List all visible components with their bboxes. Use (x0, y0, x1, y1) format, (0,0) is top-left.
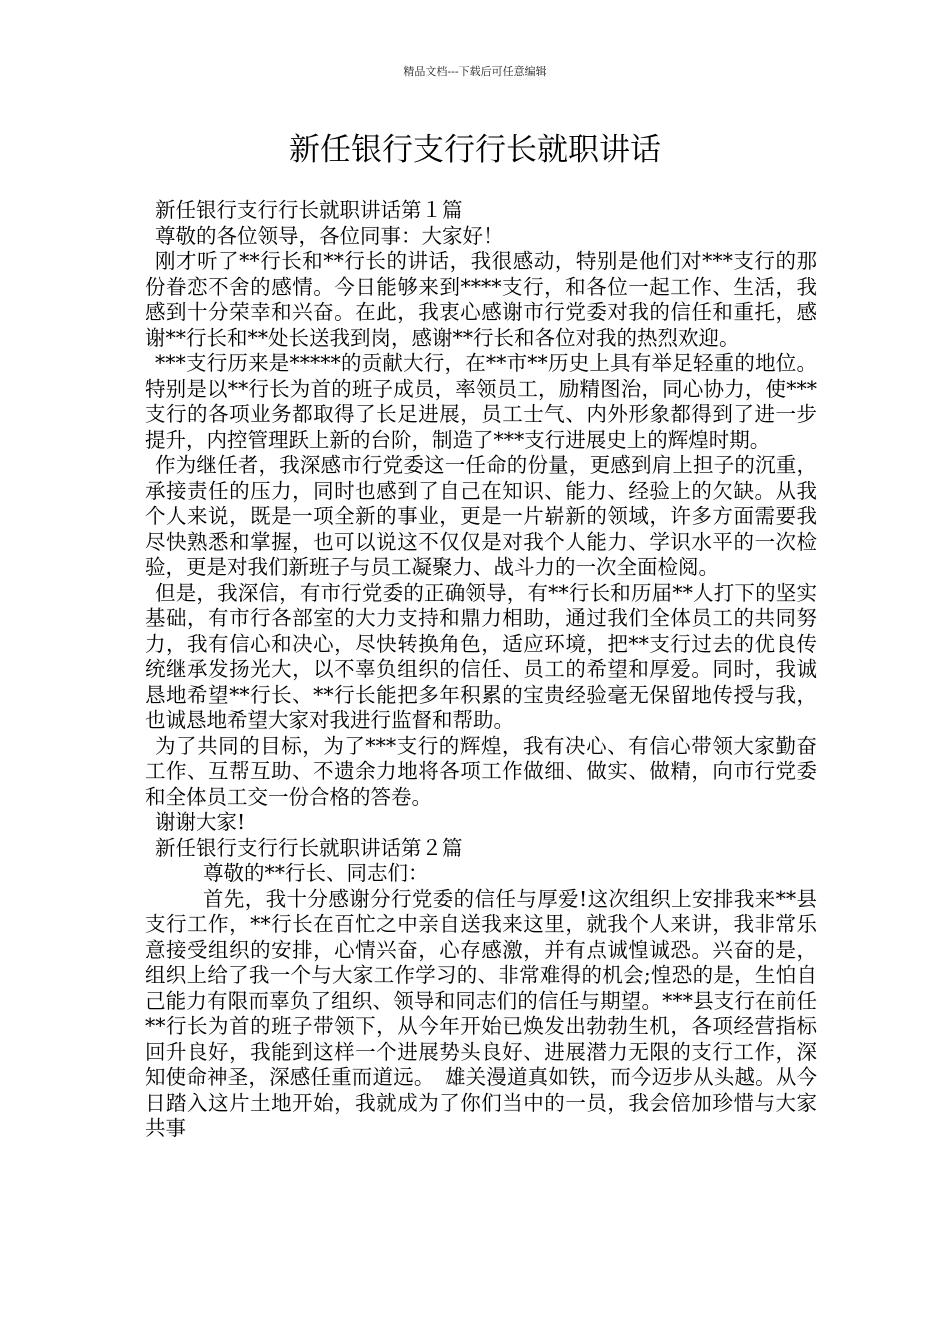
para-2: ***支行历来是*****的贡献大行，在**市**历史上具有举足轻重的地位。特别是以**行长为首的班子成员，率领员工，励精图治，同心协力，使***支行的各项业务都取得了长足进展，员工士气、内外形象都得到了进一步提升，内控管理跃上新的台阶，制造了***支行进展史上的辉煌时期。 (145, 351, 817, 452)
document-title: 新任银行支行行长就职讲话 (289, 132, 661, 168)
greeting-1: 尊敬的各位领导，各位同事：大家好！ (155, 223, 504, 248)
document-body (145, 198, 817, 1142)
para-1: 刚才听了**行长和**行长的讲话，我很感动，特别是他们对***支行的那份眷恋不舍的感情。今日能够来到****支行，和各位一起工作、生活，我感到十分荣幸和兴奋。在此，我衷心感谢市行党委对我的信任和重托，感谢**行长和**处长送我到岗，感谢**行长和各位对我的热烈欢迎。 (145, 249, 817, 350)
section-1-heading: 新任银行支行行长就职讲话第１篇 (155, 198, 463, 222)
section-2-heading: 新任银行支行行长就职讲话第２篇 (155, 835, 463, 860)
para-5: 为了共同的目标，为了***支行的辉煌，我有决心、有信心带领大家勤奋工作、互帮互助、不遗余力地将各项工作做细、做实、做精，向市行党委和全体员工交一份合格的答卷。 (145, 733, 817, 809)
greeting-2: 尊敬的**行长、同志们： (203, 861, 429, 885)
header-note: 精品文档---下载后可任意编辑 (403, 65, 547, 78)
para-6: 首先，我十分感谢分行党委的信任与厚爱!这次组织上安排我来**县支行工作，**行长在百忙之中亲自送我来这里，就我个人来讲，我非常乐意接受组织的安排，心情兴奋，心存感激，并有点诚惶诚恐。兴奋的是，组织上给了我一个与大家工作学习的、非常难得的机会;惶恐的是，生怕自己能力有限而辜负了组织、领导和同志们的信任与期望。***县支行在前任**行长为首的班子带领下，从今年开始已焕发出勃勃生机，各项经营指标回升良好，我能到这样一个进展势头良好、进展潜力无限的支行工作，深知使命神圣，深感任重而道远。 雄关漫道真如铁，而今迈步从头越。从今日踏入这片土地开始，我就成为了你们当中的一员，我会倍加珍惜与大家共事 (145, 886, 817, 1140)
para-4: 但是，我深信，有市行党委的正确领导，有**行长和历届**人打下的坚实基础，有市行各部室的大力支持和鼎力相助，通过我们全体员工的共同努力，我有信心和决心，尽快转换角色，适应环境，把**支行过去的优良传统继承发扬光大，以不辜负组织的信任、员工的希望和厚爱。同时，我诚恳地希望**行长、**行长能把多年积累的宝贵经验毫无保留地传授与我，也诚恳地希望大家对我进行监督和帮助。 (145, 580, 817, 732)
para-3: 作为继任者，我深感市行党委这一任命的份量，更感到肩上担子的沉重，承接责任的压力，同时也感到了自己在知识、能力、经验上的欠缺。从我个人来说，既是一项全新的事业，更是一片崭新的领域，许多方面需要我尽快熟悉和掌握，也可以说这不仅仅是对我个人能力、学识水平的一次检验，更是对我们新班子与员工凝聚力、战斗力的一次全面检阅。 (145, 453, 817, 579)
thanks-1: 谢谢大家! (155, 810, 246, 834)
